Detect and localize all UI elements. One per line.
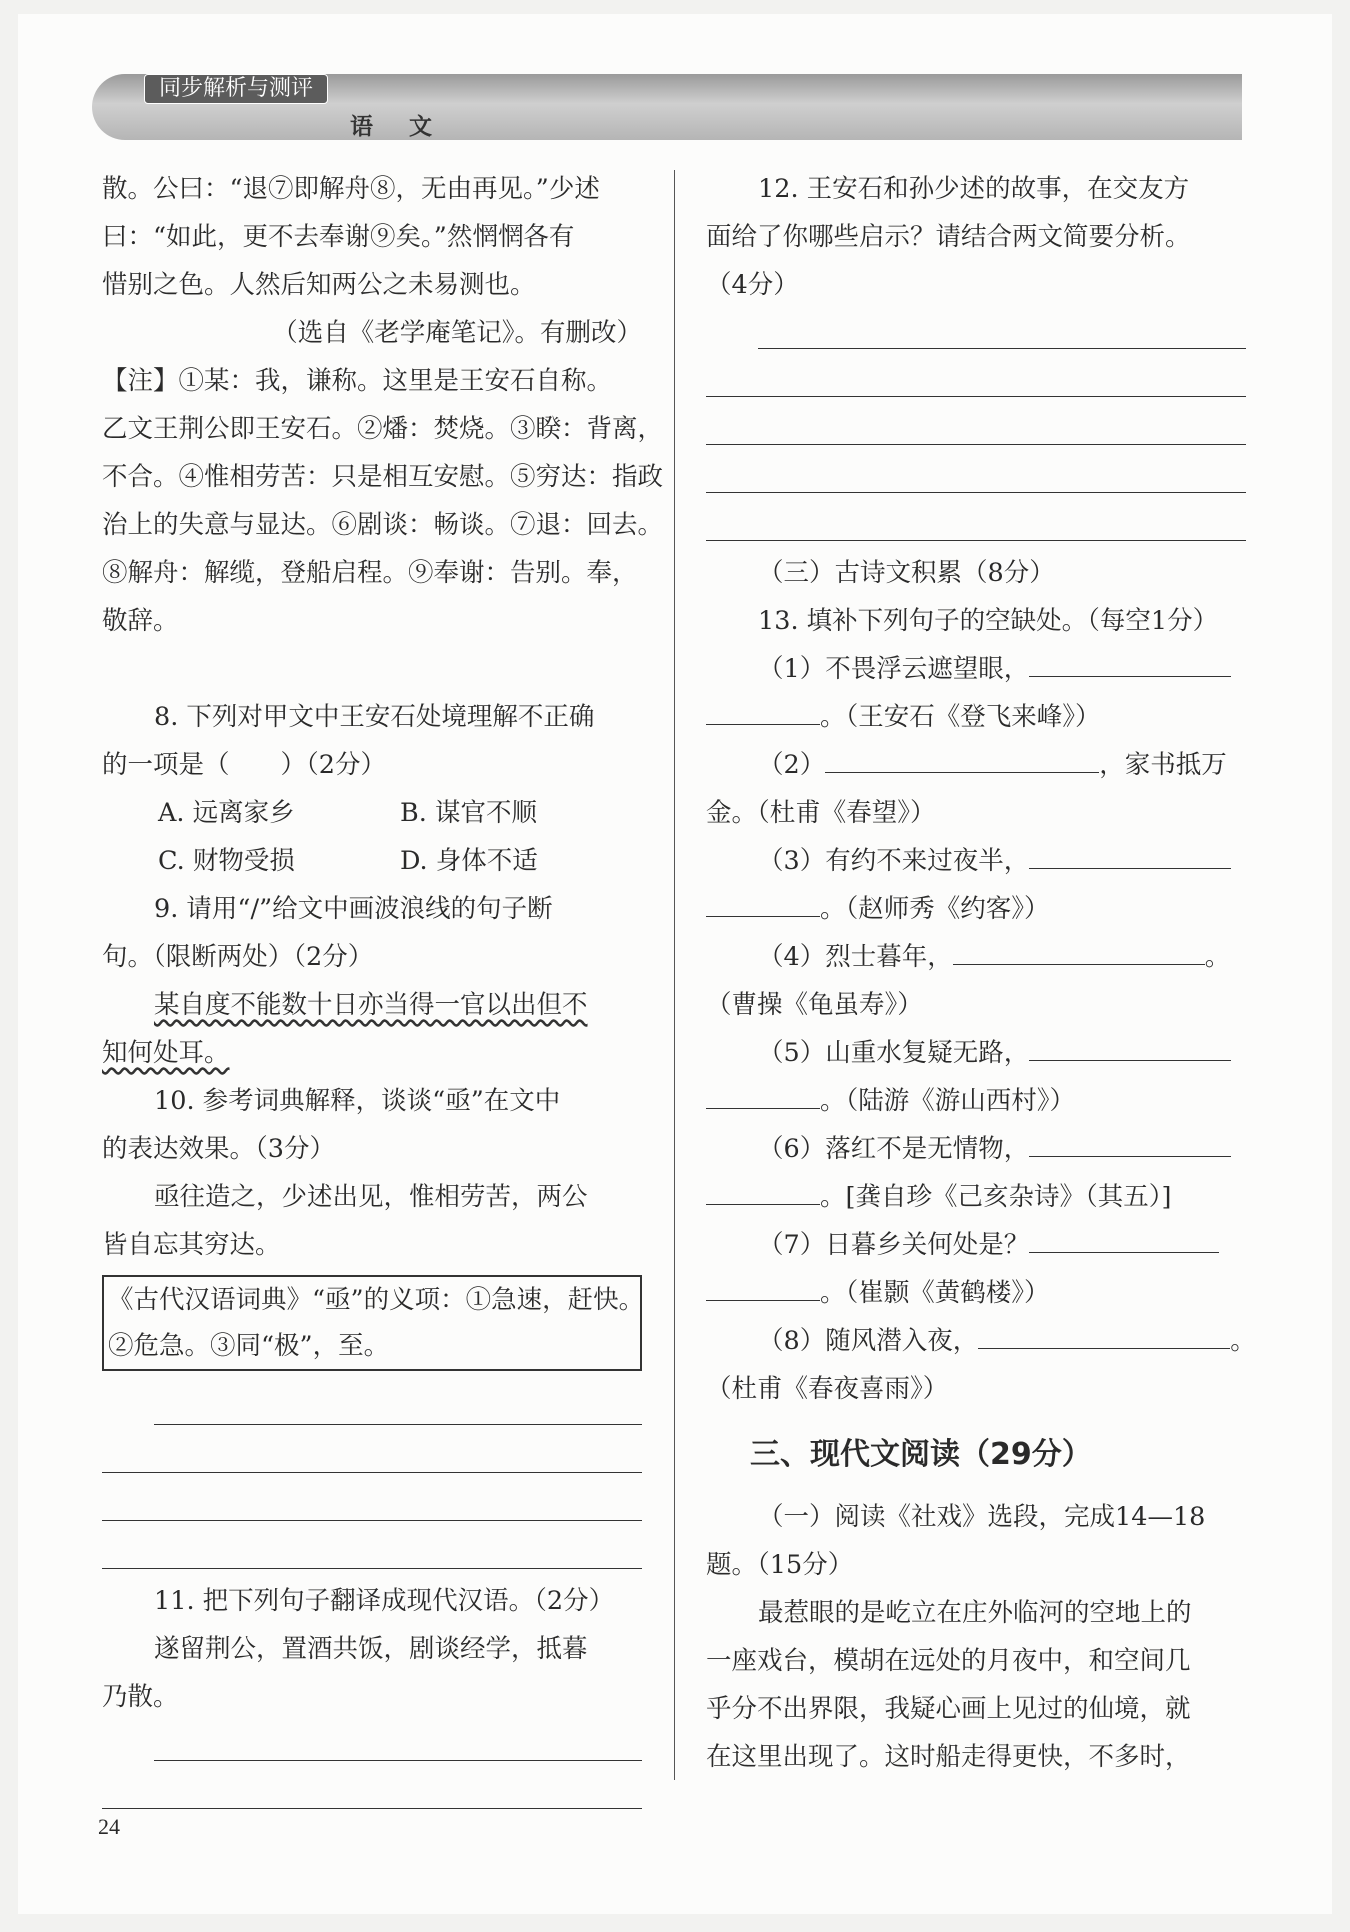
section-heading: （三）古诗文积累（8分）: [758, 558, 1055, 588]
question-9-cont: 句。（限断两处）（2分）: [102, 942, 374, 972]
note-line: 治上的失意与显达。⑥剧谈：畅谈。⑦退：回去。: [102, 510, 664, 540]
question-12-score: （4分）: [706, 270, 799, 300]
option-d[interactable]: D. 身体不适: [400, 846, 538, 876]
note-line: 【注】①某：我，谦称。这里是王安石自称。: [102, 366, 613, 396]
answer-line[interactable]: [706, 501, 1246, 549]
note-line: 不合。④惟相劳苦：只是相互安慰。⑤穷达：指政: [102, 462, 664, 492]
fill-blank[interactable]: [978, 1318, 1230, 1349]
fill-blank[interactable]: [1029, 838, 1231, 869]
answer-line[interactable]: [102, 1385, 642, 1433]
fill-item-2-cont: 金。（杜甫《春望》）: [706, 798, 936, 828]
page-header: [92, 74, 1242, 140]
answer-line[interactable]: [706, 309, 1246, 357]
options-row: [102, 837, 642, 885]
fill-blank[interactable]: [1029, 1126, 1231, 1157]
wavy-sentence: 知何处耳。: [102, 1038, 230, 1068]
answer-line[interactable]: [102, 1721, 642, 1769]
reading-instruction: （一）阅读《社戏》选段，完成14—18: [758, 1502, 1206, 1532]
quoted-sentence: 皆自忘其穷达。: [102, 1230, 281, 1260]
reading-instruction-cont: 题。（15分）: [706, 1550, 854, 1580]
answer-line[interactable]: [102, 1769, 642, 1817]
note-line: 乙文王荆公即王安石。②燔：焚烧。③睽：背离，: [102, 414, 664, 444]
dictionary-line: ②危急。③同“极”，至。: [108, 1331, 390, 1361]
answer-line[interactable]: [102, 1481, 642, 1529]
question-12: 12. 王安石和孙少述的故事，在交友方: [758, 174, 1190, 204]
answer-line[interactable]: [706, 453, 1246, 501]
fill-blank[interactable]: [706, 886, 820, 917]
option-a[interactable]: A. 远离家乡: [158, 798, 295, 828]
dictionary-box: [102, 1275, 645, 1371]
fill-item-5: （5）山重水复疑无路，: [706, 1029, 1246, 1077]
dictionary-line: 《古代汉语词典》“亟”的义项：①急速，赶快。: [108, 1285, 645, 1315]
options-row: [102, 789, 642, 837]
fill-item-4: （4）烈士暮年， 。: [706, 933, 1246, 981]
right-column: [706, 165, 1256, 1781]
fill-item-7-cont: 。（崔颢《黄鹤楼》）: [706, 1269, 1246, 1317]
fill-item-8-cont: （杜甫《春夜喜雨》）: [706, 1374, 949, 1404]
quoted-sentence: [102, 1029, 642, 1077]
question-9: 9. 请用“/”给文中画波浪线的句子断: [154, 894, 553, 924]
part-heading: 三、现代文阅读（29分）: [750, 1437, 1092, 1472]
subject-label: 语 文: [350, 114, 447, 140]
option-c[interactable]: C. 财物受损: [158, 846, 295, 876]
passage-line: 惜别之色。人然后知两公之未易测也。: [102, 270, 536, 300]
note-line: 敬辞。: [102, 606, 179, 636]
option-b[interactable]: B. 谋官不顺: [400, 798, 537, 828]
note-line: ⑧解舟：解缆，登船启程。⑨奉谢：告别。奉，: [102, 558, 638, 588]
fill-blank[interactable]: [1029, 1222, 1219, 1253]
answer-line[interactable]: [706, 405, 1246, 453]
fill-item-8: （8）随风潜入夜， 。: [706, 1317, 1246, 1365]
answer-line[interactable]: [102, 1529, 642, 1577]
quoted-sentence: 乃散。: [102, 1682, 179, 1712]
fill-item-6: （6）落红不是无情物，: [706, 1125, 1246, 1173]
quoted-sentence: 遂留荆公，置酒共饭，剧谈经学，抵暮: [154, 1634, 588, 1664]
left-column: [102, 165, 664, 1817]
fill-item-7: （7）日暮乡关何处是？: [706, 1221, 1246, 1269]
fill-item-1: （1）不畏浮云遮望眼，: [706, 645, 1246, 693]
source-citation: （选自《老学庵笔记》。有删改）: [272, 318, 642, 348]
fill-blank[interactable]: [825, 742, 1099, 773]
question-10-cont: 的表达效果。（3分）: [102, 1134, 335, 1164]
fill-item-6-cont: 。[龚自珍《己亥杂诗》（其五）]: [706, 1173, 1246, 1221]
answer-line[interactable]: [706, 357, 1246, 405]
fill-blank[interactable]: [706, 694, 820, 725]
question-12-cont: 面给了你哪些启示？请结合两文简要分析。: [706, 222, 1191, 252]
fill-item-3-cont: 。（赵师秀《约客》）: [706, 885, 1246, 933]
passage-line: 散。公曰：“退⑦即解舟⑧，无由再见。”少述: [102, 174, 600, 204]
spacer: [102, 645, 642, 693]
fill-item-1-cont: 。（王安石《登飞来峰》）: [706, 693, 1246, 741]
fill-item-2: （2） ，家书抵万: [706, 741, 1246, 789]
fill-item-4-cont: （曹操《龟虽寿》）: [706, 990, 923, 1020]
fill-blank[interactable]: [1029, 646, 1231, 677]
fill-blank[interactable]: [706, 1078, 820, 1109]
wavy-sentence: 某自度不能数十日亦当得一官以出但不: [154, 990, 588, 1020]
page-number: 24: [98, 1814, 120, 1839]
fill-item-5-cont: 。（陆游《游山西村》）: [706, 1077, 1246, 1125]
fill-blank[interactable]: [706, 1174, 820, 1205]
question-10: 10. 参考词典解释，谈谈“亟”在文中: [154, 1086, 561, 1116]
reading-passage-line: 在这里出现了。这时船走得更快，不多时，: [706, 1742, 1191, 1772]
fill-blank[interactable]: [1029, 1030, 1231, 1061]
fill-blank[interactable]: [953, 934, 1205, 965]
question-8: 8. 下列对甲文中王安石处境理解不正确: [154, 702, 595, 732]
question-8-cont: 的一项是（ ）（2分）: [102, 750, 386, 780]
passage-line: 曰：“如此，更不去奉谢⑨矣。”然惘惘各有: [102, 222, 575, 252]
reading-passage-line: 一座戏台，模胡在远处的月夜中，和空间几: [706, 1646, 1191, 1676]
quoted-sentence: 亟往造之，少述出见，惟相劳苦，两公: [154, 1182, 588, 1212]
series-badge: 同步解析与测评: [144, 74, 328, 104]
answer-line[interactable]: [102, 1433, 642, 1481]
fill-item-3: （3）有约不来过夜半，: [706, 837, 1246, 885]
reading-passage-line: 最惹眼的是屹立在庄外临河的空地上的: [758, 1598, 1192, 1628]
question-13: 13. 填补下列句子的空缺处。（每空1分）: [758, 606, 1219, 636]
reading-passage-line: 乎分不出界限，我疑心画上见过的仙境，就: [706, 1694, 1191, 1724]
fill-blank[interactable]: [706, 1270, 820, 1301]
column-divider: [674, 170, 675, 1780]
question-11: 11. 把下列句子翻译成现代汉语。（2分）: [154, 1586, 615, 1616]
quoted-sentence: [102, 981, 642, 1029]
